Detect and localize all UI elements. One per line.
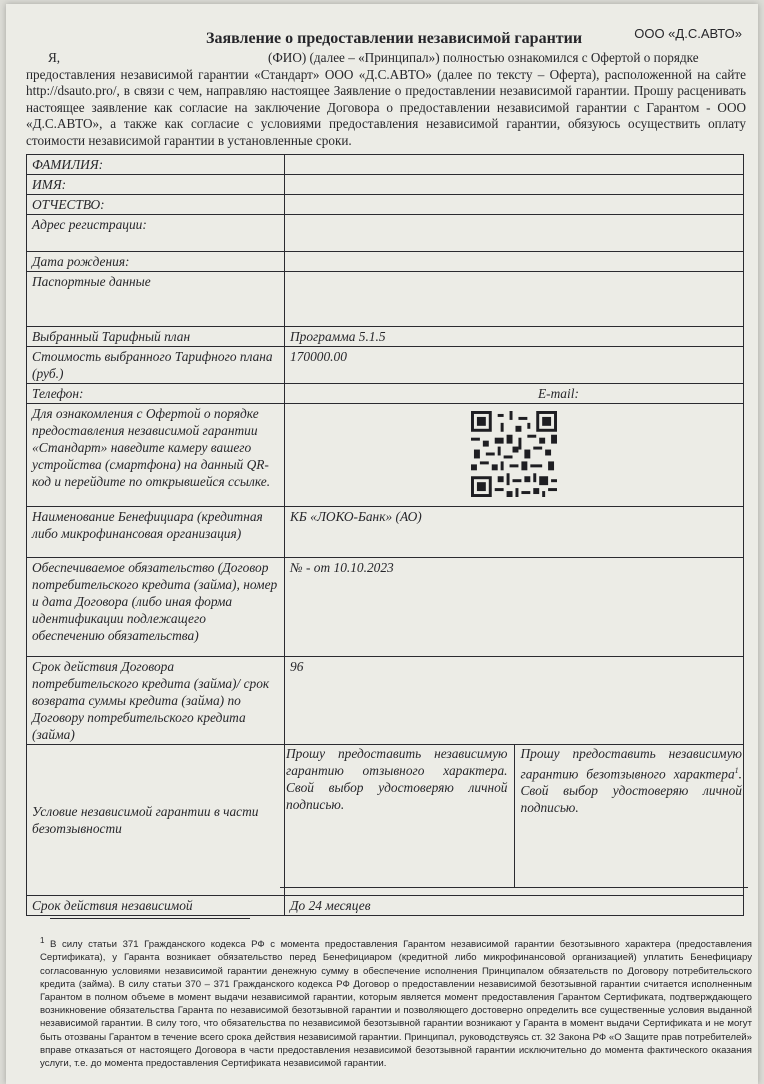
phone-field[interactable] xyxy=(285,384,744,404)
email-label: E-mail: xyxy=(538,386,579,401)
phone-label: Телефон: xyxy=(27,384,285,404)
condition-options xyxy=(285,745,744,896)
intro-body: предоставления независимой гарантии «Стандарт» ООО «Д.С.АВТО» (далее по тексту – Оферта), расположенной на сайте http://dsauto.pro/, в связи с чем, направляю настоящее Заявление о предоставлении независимой гарантии. Прошу расценивать настоящее заявление как согласие на заключение Договора о предоставлении независимой гарантии с Гарантом - ООО «Д.С.АВТО», а также как согласие с условиями предоставления независимой гарантии, обязуюсь осуществить оплату стоимости независимой гарантии в установленные сроки. xyxy=(26,66,746,148)
condition-label: Условие независимой гарантии в части безотзывности xyxy=(27,745,285,896)
term-label: Срок действия Договора потребительского кредита (займа)/ срок возврата суммы кредита (займа) по Договору потребительского кредита (займа) xyxy=(27,657,285,745)
intro-ya: Я, xyxy=(48,50,61,65)
qr-cell xyxy=(285,404,744,507)
surname-label: ФАМИЛИЯ: xyxy=(27,155,285,175)
intro-fio-line: (ФИО) (далее – «Принципал») полностью ознакомился с Офертой о порядке xyxy=(268,50,699,65)
beneficiary-value: КБ «ЛОКО-Банк» (АО) xyxy=(285,507,744,558)
validity-value: До 24 месяцев xyxy=(285,896,744,916)
revocable-option[interactable] xyxy=(280,744,515,888)
patronymic-field[interactable] xyxy=(285,195,744,215)
company-name: ООО «Д.С.АВТО» xyxy=(634,26,742,41)
patronymic-label: ОТЧЕСТВО: xyxy=(27,195,285,215)
birthdate-label: Дата рождения: xyxy=(27,252,285,272)
footnote-mark: 1 xyxy=(40,936,45,945)
tariff-label: Выбранный Тарифный план xyxy=(27,327,285,347)
name-label: ИМЯ: xyxy=(27,175,285,195)
name-field[interactable] xyxy=(285,175,744,195)
page-title: Заявление о предоставлении независимой гарантии xyxy=(206,30,583,47)
footnote-ref: 1 xyxy=(734,766,739,775)
address-label: Адрес регистрации: xyxy=(27,215,285,252)
footnote-divider xyxy=(50,918,250,919)
beneficiary-label: Наименование Бенефициара (кредитная либо микрофинансовая организация) xyxy=(27,507,285,558)
irrevocable-text: Прошу предоставить независимую гарантию безотзывного характера xyxy=(520,746,742,782)
birthdate-field[interactable] xyxy=(285,252,744,272)
tariff-value: Программа 5.1.5 xyxy=(285,327,744,347)
application-form-table xyxy=(26,154,744,916)
term-value: 96 xyxy=(285,657,744,745)
validity-label: Срок действия независимой xyxy=(27,896,285,916)
footnote-text: В силу статьи 371 Гражданского кодекса РФ с момента предоставления Гарантом независимой гарантии безотзывного характера (предоставления Сертификата), у Гаранта возникает обязательство перед Бенефициаром (кредитной либо микрофинансовой организацией) уплатить Бенефициару согласованную условиями независимой гарантии денежную сумму в обеспечение исполнения Принципалом обязательств по Договору потребительского кредита (займа). В силу статьи 370 – 371 Гражданского кодекса РФ Договор о предоставлении независимой безотзывной гарантии считается исполненным Гарантом в полном объеме в момент выдачи независимой гарантии, которым является момент предоставления Гарантом Сертификата, подтверждающего возникновение обязательства Гаранта по независимой безотзывной гарантии и позволяющего достоверно определить все существенные условия выданной независимой гарантии. В силу того, что обязательства по независимой безотзывной гарантии возникают у Гаранта в момент выдачи Сертификата и не могут быть отозваны Гарантом в течение всего срока действия независимой гарантии. Принципал, руководствуясь ст. 32 Закона РФ «О Защите прав потребителей» вправе отказаться от настоящего Договора в части предоставления независимой безотзывной гарантии исключительно до момента фактического оказания услуги, т.е. до момента предоставления Сертификата независимой гарантии. xyxy=(40,939,753,1070)
qr-code-icon[interactable] xyxy=(471,411,557,501)
cost-value: 170000.00 xyxy=(285,347,744,384)
footnote xyxy=(40,934,752,1070)
obligation-label: Обеспечиваемое обязательство (Договор потребительского кредита (займа), номер и дата Договора (либо иная форма идентификации подлежащего обеспечению обязательства) xyxy=(27,558,285,657)
cost-label: Стоимость выбранного Тарифного плана (руб.) xyxy=(27,347,285,384)
surname-field[interactable] xyxy=(285,155,744,175)
application-sheet xyxy=(6,4,758,1084)
irrevocable-option[interactable] xyxy=(515,744,749,888)
intro-paragraph xyxy=(26,50,746,149)
passport-field[interactable] xyxy=(285,272,744,327)
revocable-text: Прошу предоставить независимую гарантию отзывного характера. Свой выбор удостоверяю личной подписью. xyxy=(286,746,508,812)
passport-label: Паспортные данные xyxy=(27,272,285,327)
qr-instruction: Для ознакомления с Офертой о порядке предоставления независимой гарантии «Стандарт» наведите камеру вашего устройства (смартфона) на данный QR-код и перейдите по открывшейся ссылке. xyxy=(27,404,285,507)
address-field[interactable] xyxy=(285,215,744,252)
irrevocable-text-tail: . Свой выбор удостоверяю личной подписью. xyxy=(520,766,742,816)
obligation-value: № - от 10.10.2023 xyxy=(285,558,744,657)
